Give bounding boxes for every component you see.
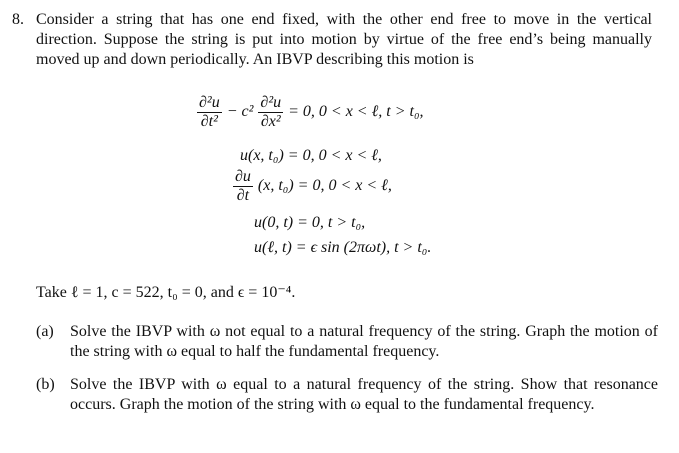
given-values: Take ℓ = 1, c = 522, t₀ = 0, and ϵ = 10⁻⁴. — [36, 284, 296, 301]
d2u-dt2-fraction — [197, 94, 222, 131]
part-label: (a) — [36, 323, 54, 340]
du-dt-fraction — [233, 168, 253, 205]
fraction-numerator: ∂²u — [260, 94, 282, 111]
problem-number: 8. — [12, 11, 24, 28]
part-label: (b) — [36, 376, 55, 393]
d2u-dx2-fraction — [258, 94, 283, 131]
initial-displacement-condition: u(x, t₀) = 0, 0 < x < ℓ, — [240, 147, 382, 164]
part-text: Solve the IBVP with ω equal to a natural frequency of the string. Show that resonance occurs. Graph the motion of the string with ω equal to the fundamental frequency. — [70, 376, 658, 413]
fraction-denominator: ∂t² — [200, 113, 218, 130]
fraction-denominator: ∂t — [236, 187, 250, 204]
part-a — [36, 322, 658, 366]
driven-end-condition: u(ℓ, t) = ϵ sin (2πωt), t > t₀. — [254, 239, 432, 256]
fraction-numerator: ∂²u — [199, 94, 220, 111]
part-b — [36, 375, 658, 439]
minus-c-squared: − c² — [226, 103, 254, 121]
fixed-end-condition: u(0, t) = 0, t > t₀, — [254, 214, 366, 231]
initial-velocity-condition — [232, 168, 392, 205]
equation-rest: (x, t₀) = 0, 0 < x < ℓ, — [257, 177, 392, 195]
problem-statement: Consider a string that has one end fixed, with the other end free to move in the vertical direction. Suppose the string is put into motion by virtue of the free end’s being manually moved up and down periodically. An IBVP describing this motion is — [36, 11, 652, 68]
wave-equation — [196, 94, 424, 131]
fraction-numerator: ∂u — [235, 168, 251, 185]
fraction-denominator: ∂x² — [260, 113, 281, 130]
equation-rest: = 0, 0 < x < ℓ, t > t₀, — [288, 103, 424, 121]
part-text: Solve the IBVP with ω not equal to a natural frequency of the string. Graph the motion of the string with ω equal to half the fundamental frequency. — [70, 323, 658, 360]
